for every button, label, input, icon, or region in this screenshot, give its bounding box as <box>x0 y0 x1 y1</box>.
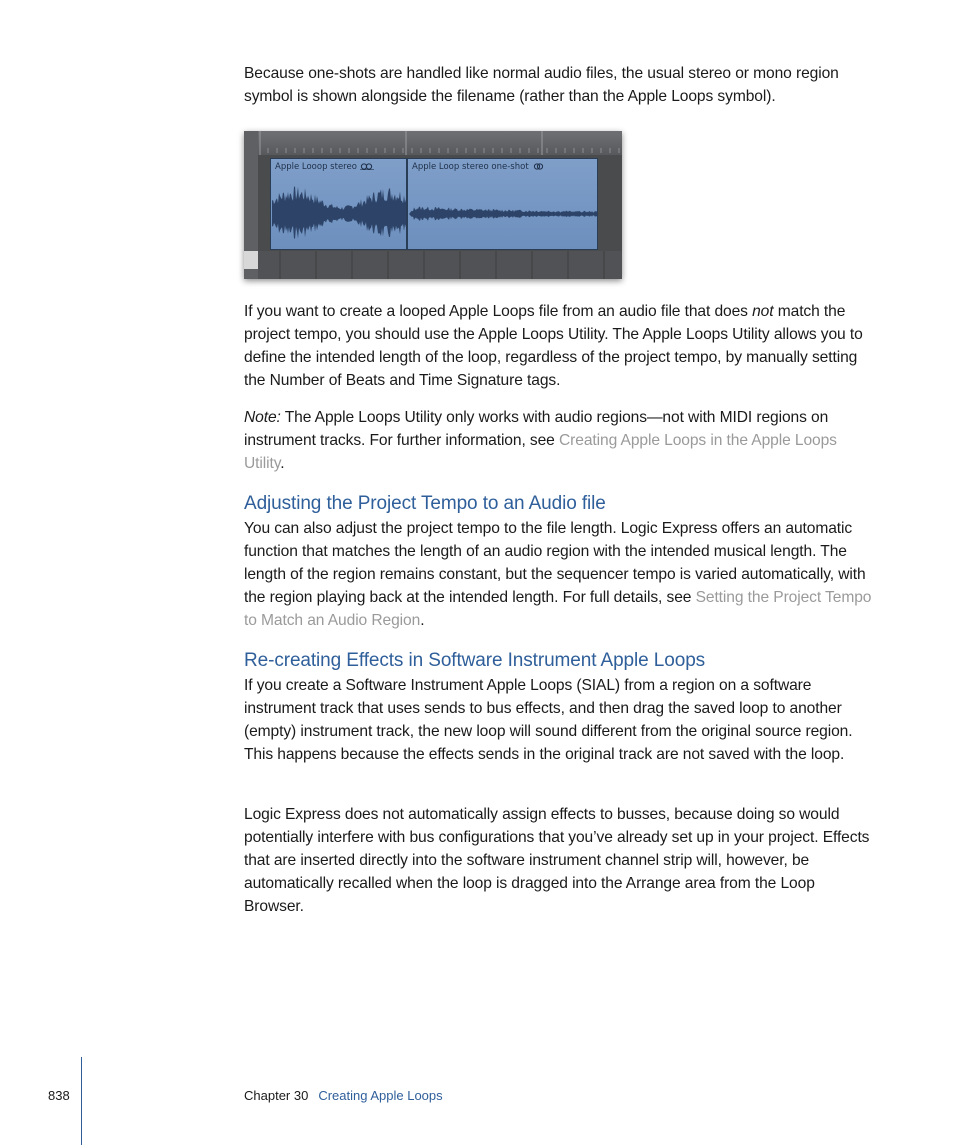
paragraph-adjusting-tempo: You can also adjust the project tempo to the file length. Logic Express offers an automatic function that matches the length of an audio region with the intended musical length. The length of the region remains constant, but the sequencer tempo is varied automatically, with the region playing back at the intended length. For full details, see Setting the Project Tempo to Match an Audio Region. <box>244 520 872 629</box>
paragraph-bus-configuration: Logic Express does not automatically assign effects to busses, because doing so would potentially interfere with bus configurations that you’ve already set up in your project. Effects that are inserted directly into the software instrument channel strip will, however, be automatically recalled when the loop is dragged into the Arrange area from the Loop Browser. <box>244 806 870 915</box>
footer-chapter-title[interactable]: Creating Apple Loops <box>318 1088 443 1103</box>
paragraph-apple-loops-utility: If you want to create a looped Apple Loops file from an audio file that does not match the project tempo, you should use the Apple Loops Utility. The Apple Loops Utility allows you to define the intended length of the loop, regardless of the project tempo, by manually setting the Number of Beats and Time Signature tags. <box>244 303 863 389</box>
stereo-symbol-icon <box>532 163 546 170</box>
note-paragraph: Note: The Apple Loops Utility only works with audio regions—not with MIDI regions on instrument tracks. For further information, see Creating Apple Loops in the Apple Loops Utility. <box>244 409 837 472</box>
track-header-edge <box>244 131 258 279</box>
link-creating-apple-loops[interactable]: Creating Apple Loops in the Apple Loops Utility <box>244 432 837 472</box>
audio-region-apple-loop-one-shot[interactable] <box>407 158 598 250</box>
arrange-area-screenshot <box>244 131 622 279</box>
waveform-stereo <box>272 181 406 247</box>
footer-rule <box>81 1057 82 1145</box>
loop-symbol-icon <box>360 163 374 170</box>
region-label: Apple Loop stereo one-shot <box>412 162 546 172</box>
track-lane-lower <box>258 251 622 279</box>
bar-ruler <box>258 131 622 155</box>
arrange-area-frame <box>244 131 622 279</box>
link-setting-project-tempo[interactable]: Setting the Project Tempo to Match an Audio Region <box>244 589 872 629</box>
heading-re-creating-effects: Re-creating Effects in Software Instrument Apple Loops <box>244 650 706 671</box>
page-number: 838 <box>48 1088 70 1103</box>
heading-adjusting-project-tempo: Adjusting the Project Tempo to an Audio file <box>244 493 606 514</box>
waveform-one-shot <box>409 181 597 247</box>
note-label: Note: <box>244 409 281 426</box>
footer-chapter: Chapter 30 Creating Apple Loops <box>244 1088 443 1103</box>
intro-paragraph: Because one-shots are handled like normal audio files, the usual stereo or mono region symbol is shown alongside the filename (rather than the Apple Loops symbol). <box>244 65 839 105</box>
audio-region-apple-loop-stereo[interactable] <box>270 158 407 250</box>
region-label: Apple Looop stereo <box>275 162 374 172</box>
paragraph-sial-effects: If you create a Software Instrument Apple Loops (SIAL) from a region on a software instrument track that uses sends to bus effects, and then drag the saved loop to another (empty) instrument track, the new loop will sound different from the original source region. This happens because the effects sends in the original track are not saved with the loop. <box>244 677 853 763</box>
